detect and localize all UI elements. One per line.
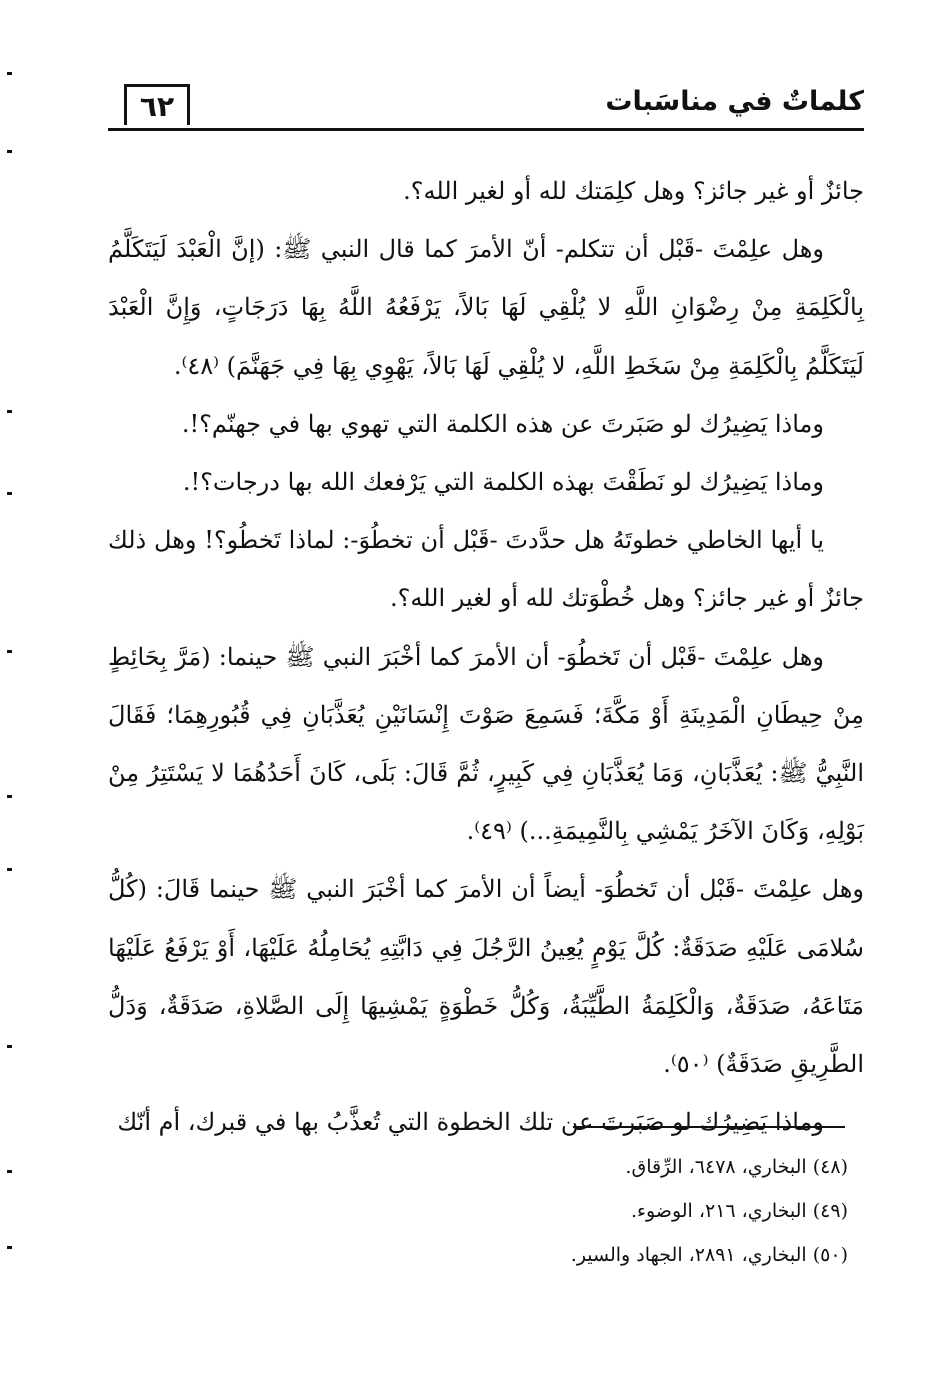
scan-margin-mark: [7, 868, 12, 871]
body-text: [108, 162, 864, 1151]
footnotes: [360, 1145, 848, 1277]
scan-margin-mark: [7, 650, 12, 653]
paragraph: وماذا يَضِيرُك لو صَبَرتَ عن هذه الكلمة التي تهوي بها في جهنّم؟!.: [181, 409, 824, 438]
scan-margin-mark: [7, 1246, 12, 1249]
paragraph: وهل علِمْتَ -قَبْل أن تَخطُوَ- أن الأمرَ كما أخْبَرَ النبي ﷺ حينما: (مَرَّ بِحَائِطٍ مِنْ حِيطَانِ الْمَدِينَةِ أَوْ مَكَّةَ؛ فَسَمِعَ صَوْتَ إِنْسَانَيْنِ يُعَذَّبَانِ فِي قُبُورِهِمَا؛ فَقَالَ النَّبِيُّ ﷺ: يُعَذَّبَانِ، وَمَا يُعَذَّبَانِ فِي كَبِيرٍ، ثُمَّ قَالَ: بَلَى، كَانَ أَحَدُهُمَا لا يَسْتَتِرُ مِنْ بَوْلِهِ، وَكَانَ الآخَرُ يَمْشِي بِالنَّمِيمَةِ...) ⁽٤٩⁾.: [108, 642, 864, 846]
paragraph: يا أيها الخاطي خطوتَهُ هل حدَّدتَ -قَبْل أن تخطُوَ-: لماذا تَخطُو؟! وهل ذلك جائزٌ أو غير جائز؟ وهل خُطْوَتك لله أو لغير الله؟.: [108, 526, 864, 613]
scan-margin-mark: [7, 150, 12, 153]
footnote: (٥٠) البخاري، ٢٨٩١، الجهاد والسير.: [570, 1244, 848, 1266]
paragraph: وهل علِمْتَ -قَبْل أن تَخطُوَ- أيضاً أن الأمرَ كما أخْبَرَ النبي ﷺ حينما قَالَ: (كُلُّ سُلامَى عَلَيْهِ صَدَقَةٌ: كُلَّ يَوْمٍ يُعِينُ الرَّجُلَ فِي دَابَّتِهِ يُحَامِلُهُ عَلَيْهَا، أَوْ يَرْفَعُ عَلَيْهَا مَتَاعَهُ، صَدَقَةٌ، وَالْكَلِمَةُ الطَّيِّبَةُ، وَكُلُّ خَطْوَةٍ يَمْشِيهَا إِلَى الصَّلاةِ، صَدَقَةٌ، وَدَلُّ الطَّرِيقِ صَدَقَةٌ) ⁽٥٠⁾.: [108, 875, 865, 1079]
scan-margin-mark: [7, 1170, 12, 1173]
page-number: ٦٢: [124, 84, 190, 125]
footnote: (٤٨) البخاري، ٦٤٧٨، الرِّقاق.: [625, 1156, 848, 1178]
scan-margin-mark: [7, 492, 12, 495]
paragraph: وماذا يَضِيرُك لو نَطَقْتَ بهذه الكلمة التي يَرْفعك الله بها درجات؟!.: [182, 468, 824, 497]
scan-margin-mark: [7, 72, 12, 75]
scan-margin-mark: [7, 410, 12, 413]
scan-margin-mark: [7, 1045, 12, 1048]
footnote-divider: [573, 1126, 845, 1128]
running-title: كلماتٌ في مناسَبات: [605, 86, 864, 117]
paragraph: وماذا يَضِيرُك لو صَبَرتَ عن تلك الخطوة التي تُعذَّبُ بها في قبرك، أم أنّك: [117, 1108, 824, 1137]
paragraph: جائزٌ أو غير جائز؟ وهل كلِمَتك لله أو لغير الله؟.: [403, 177, 864, 205]
paragraph: وهل علِمْتَ -قَبْل أن تتكلم- أنّ الأمرَ كما قال النبي ﷺ: (إنَّ الْعَبْدَ لَيَتَكَلَّمُ بِالْكَلِمَةِ مِنْ رِضْوَانِ اللَّهِ لا يُلْقِي لَهَا بَالاً، يَرْفَعُهُ اللَّهُ بِهَا دَرَجَاتٍ، وَإِنَّ الْعَبْدَ لَيَتَكَلَّمُ بِالْكَلِمَةِ مِنْ سَخَطِ اللَّهِ، لا يُلْقِي لَهَا بَالاً، يَهْوِي بِهَا فِي جَهَنَّمَ) ⁽٤٨⁾.: [108, 235, 864, 380]
scan-margin-mark: [7, 795, 12, 798]
footnote: (٤٩) البخاري، ٢١٦، الوضوء.: [631, 1200, 848, 1222]
page-header: [108, 84, 864, 131]
